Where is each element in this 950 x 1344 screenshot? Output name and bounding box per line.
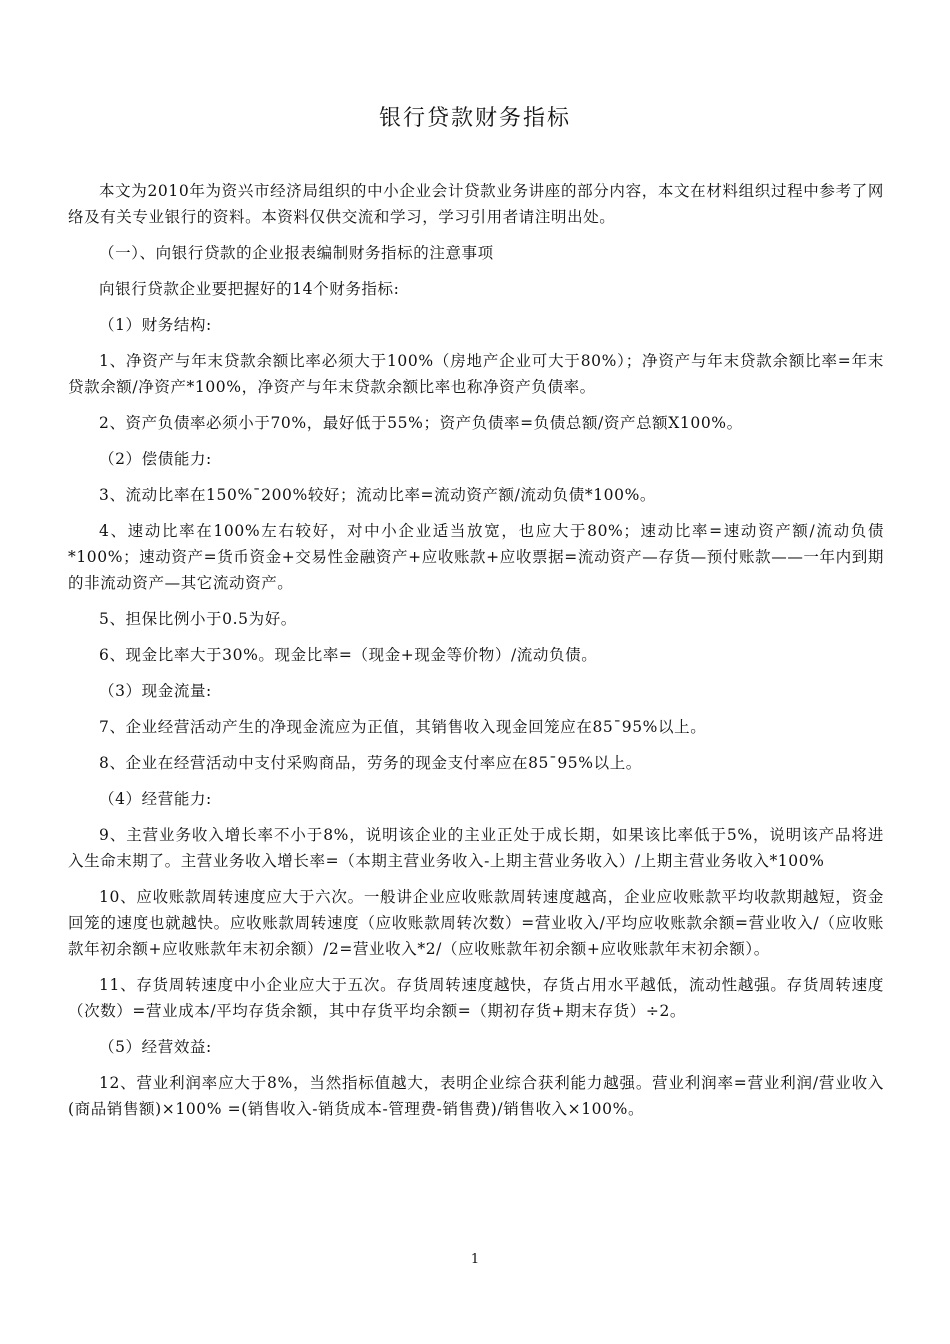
intro-paragraph: 本文为2010年为资兴市经济局组织的中小企业会计贷款业务讲座的部分内容，本文在材料组织过程中参考了网络及有关专业银行的资料。本资料仅供交流和学习，学习引用者请注明出处。	[68, 182, 884, 226]
indicator-item: 10、应收账款周转速度应大于六次。一般讲企业应收账款周转速度越高，企业应收账款平均收款期越短，资金回笼的速度也就越快。应收账款周转速度（应收账款周转次数）=营业收入/平均应收账款余额=营业收入/（应收账款年初余额+应收账款年末初余额）/2=营业收入*2/（应收账款年初余额+应收账款年末初余额）。	[68, 888, 884, 958]
subsection-heading: （2）偿债能力:	[99, 450, 212, 468]
indicator-item: 5、担保比例小于0.5为好。	[99, 610, 297, 628]
indicator-item: 11、存货周转速度中小企业应大于五次。存货周转速度越快，存货占用水平越低，流动性越强。存货周转速度（次数）=营业成本/平均存货余额，其中存货平均余额=（期初存货+期末存货）÷2。	[68, 976, 884, 1020]
indicator-item: 9、主营业务收入增长率不小于8%，说明该企业的主业正处于成长期，如果该比率低于5%，说明该产品将进入生命末期了。主营业务收入增长率=（本期主营业务收入-上期主营业务收入）/上期主营业务收入*100%	[68, 826, 884, 870]
page-number: 1	[470, 1252, 480, 1267]
document-body	[68, 178, 884, 1132]
body-paragraph: 向银行贷款企业要把握好的14个财务指标:	[99, 280, 400, 298]
subsection-heading: （5）经营效益:	[99, 1038, 212, 1056]
subsection-heading: （1）财务结构:	[99, 316, 212, 334]
indicator-item: 1、净资产与年末贷款余额比率必须大于100%（房地产企业可大于80%）；净资产与年末贷款余额比率=年末贷款余额/净资产*100%，净资产与年末贷款余额比率也称净资产负债率。	[68, 352, 884, 396]
indicator-item: 6、现金比率大于30%。现金比率=（现金+现金等价物）/流动负债。	[99, 646, 598, 664]
indicator-item: 3、流动比率在150%¯200%较好；流动比率=流动资产额/流动负债*100%。	[99, 486, 657, 504]
section-heading: （一）、向银行贷款的企业报表编制财务指标的注意事项	[99, 244, 494, 262]
indicator-item: 2、资产负债率必须小于70%，最好低于55%；资产负债率=负债总额/资产总额X100%。	[99, 414, 743, 432]
subsection-heading: （4）经营能力:	[99, 790, 212, 808]
indicator-item: 7、企业经营活动产生的净现金流应为正值，其销售收入现金回笼应在85¯95%以上。	[99, 718, 707, 736]
indicator-item: 12、营业利润率应大于8%，当然指标值越大，表明企业综合获利能力越强。营业利润率=营业利润/营业收入(商品销售额)×100% =(销售收入-销货成本-管理费-销售费)/销售收入×100%。	[68, 1074, 884, 1118]
indicator-item: 8、企业在经营活动中支付采购商品，劳务的现金支付率应在85¯95%以上。	[99, 754, 642, 772]
subsection-heading: （3）现金流量:	[99, 682, 212, 700]
document-title: 银行贷款财务指标	[378, 106, 571, 131]
indicator-item: 4、速动比率在100%左右较好，对中小企业适当放宽，也应大于80%；速动比率=速动资产额/流动负债*100%；速动资产=货币资金+交易性金融资产+应收账款+应收票据=流动资产—存货—预付账款——一年内到期的非流动资产—其它流动资产。	[68, 522, 884, 592]
